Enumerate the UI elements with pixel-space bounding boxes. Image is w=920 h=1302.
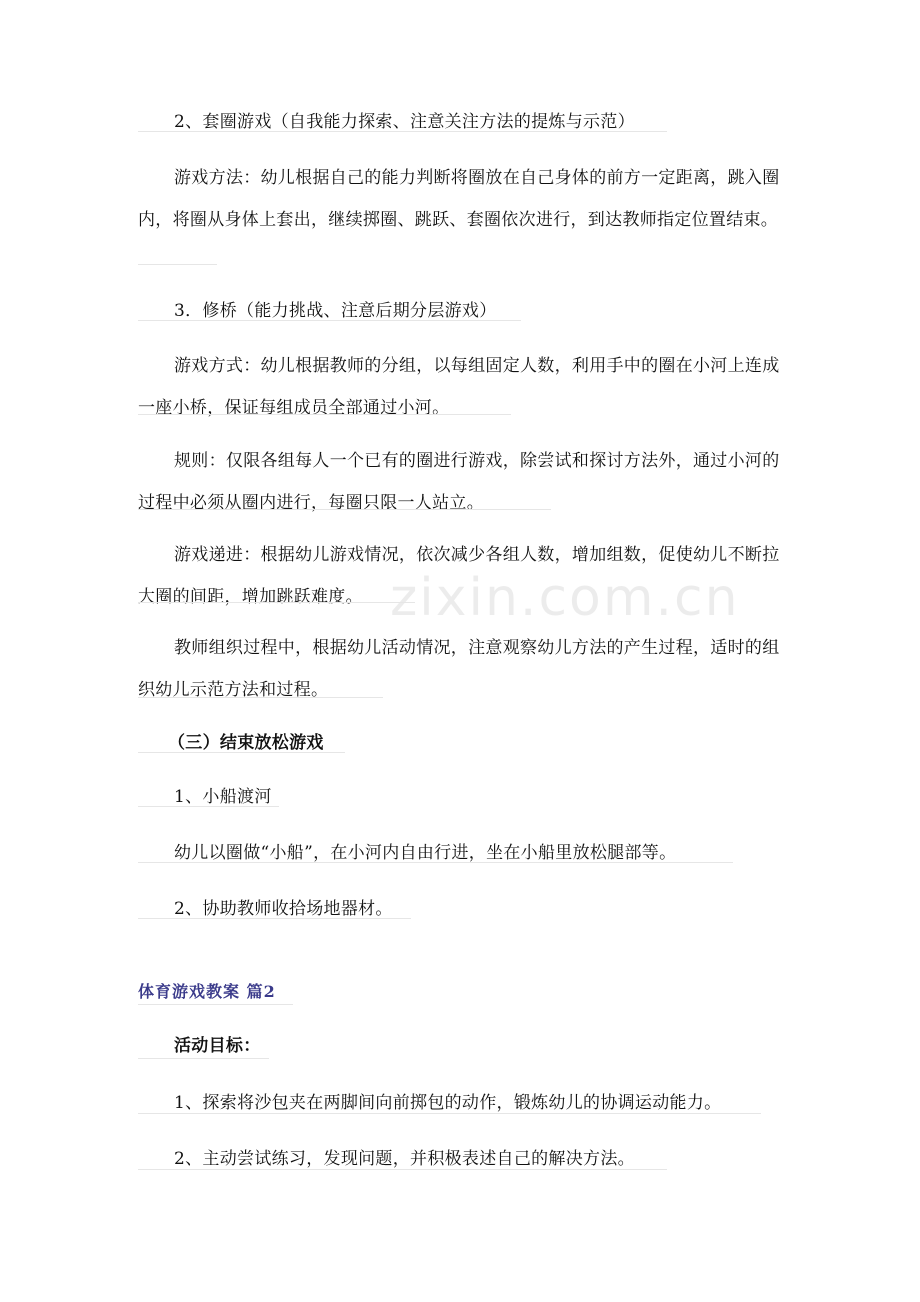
paragraph-cleanup: 2、协助教师收拾场地器材。 [174,899,393,919]
divider [138,602,415,603]
paragraph-ring-game-method: 游戏方法：幼儿根据自己的能力判断将圈放在自己身体的前方一定距离，跳入圈内，将圈从身体上套出，继续掷圈、跳跃、套圈依次进行，到达教师指定位置结束。 [138,168,780,230]
paragraph-bridge-title: 3．修桥（能力挑战、注意后期分层游戏） [174,301,497,321]
divider [138,509,551,510]
divider [138,806,279,807]
paragraph-bridge-method: 游戏方式：幼儿根据教师的分组，以每组固定人数，利用手中的圈在小河上连成一座小桥，保证每组成员全部通过小河。 [138,356,780,418]
divider [138,918,411,919]
divider [138,1004,293,1005]
goal-item-2: 2、主动尝试练习，发现问题，并积极表述自己的解决方法。 [174,1149,635,1169]
divider [138,414,511,415]
divider [138,264,217,265]
divider [138,1113,761,1114]
paragraph-progression: 游戏递进：根据幼儿游戏情况，依次减少各组人数，增加组数，促使幼儿不断拉大圈的间距，增加跳跃难度。 [138,545,780,607]
divider [138,131,667,132]
paragraph-ring-game-title: 2、套圈游戏（自我能力探索、注意关注方法的提炼与示范） [174,112,635,132]
divider [138,862,733,863]
paragraph-boat-description: 幼儿以圈做“小船”，在小河内自由行进，坐在小船里放松腿部等。 [174,843,677,863]
watermark: zixin.com.cn [390,568,740,628]
divider [138,1169,667,1170]
lesson-plan-heading: 体育游戏教案 篇2 [138,982,276,1001]
section-heading-relax-game: （三）结束放松游戏 [168,733,324,753]
paragraph-teacher-organization: 教师组织过程中，根据幼儿活动情况，注意观察幼儿方法的产生过程，适时的组织幼儿示范方法和过程。 [138,638,780,700]
divider [138,697,383,698]
divider [138,320,521,321]
goal-item-1: 1、探索将沙包夹在两脚间向前掷包的动作，锻炼幼儿的协调运动能力。 [174,1093,722,1113]
activity-goals-title: 活动目标： [174,1036,261,1056]
divider [138,752,345,753]
paragraph-rules: 规则：仅限各组每人一个已有的圈进行游戏，除尝试和探讨方法外，通过小河的过程中必须从圈内进行，每圈只限一人站立。 [138,451,780,513]
paragraph-boat-crossing: 1、小船渡河 [174,787,272,807]
divider [138,1058,269,1059]
